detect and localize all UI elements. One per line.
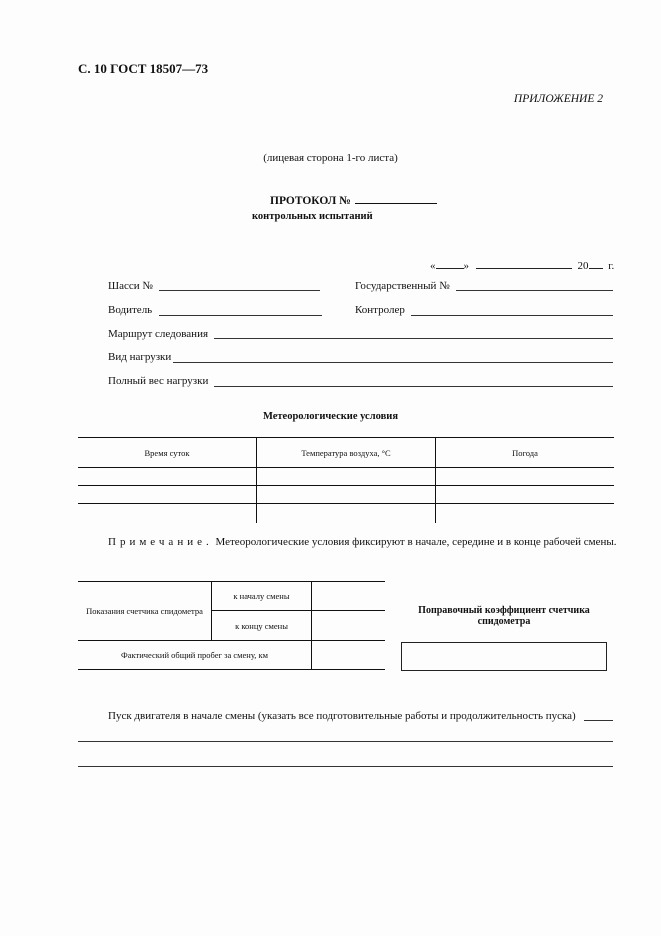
route-field[interactable]: [214, 338, 613, 339]
odometer-actual-value[interactable]: [312, 641, 386, 670]
meteo-row: [78, 504, 614, 523]
meteo-col-temp: Температура воздуха, °С: [257, 438, 436, 468]
note: [108, 536, 617, 548]
protocol-subtitle: контрольных испытаний: [252, 211, 373, 222]
appendix-label: ПРИЛОЖЕНИЕ 2: [513, 93, 603, 105]
meteo-row: [78, 486, 614, 504]
full-weight-field[interactable]: [214, 386, 613, 387]
meteo-col-time: Время суток: [78, 438, 257, 468]
year-prefix: 20: [577, 260, 589, 272]
meteo-cell[interactable]: [257, 468, 436, 486]
odometer-label: Показания счетчика спидометра: [78, 582, 212, 641]
meteo-cell[interactable]: [436, 504, 615, 523]
protocol-number-field[interactable]: [355, 194, 437, 204]
driver-field[interactable]: [159, 315, 322, 316]
full-weight-label: Полный вес нагрузки: [108, 375, 209, 387]
meteo-cell[interactable]: [78, 504, 257, 523]
odometer-start-label: к началу смены: [212, 582, 312, 611]
engine-start-label: Пуск двигателя в начале смены (указать все подготовительные работы и продолжительность пуска): [108, 710, 576, 722]
note-label: Примечание.: [108, 536, 213, 548]
meteo-cell[interactable]: [257, 486, 436, 504]
driver-label: Водитель: [108, 304, 153, 316]
correction-value-box[interactable]: [401, 642, 607, 671]
meteo-cell[interactable]: [78, 486, 257, 504]
meteo-header-row: [78, 438, 614, 468]
protocol-title-text: ПРОТОКОЛ №: [270, 195, 351, 207]
meteo-title: Метеорологические условия: [262, 411, 399, 422]
route-label: Маршрут следования: [108, 328, 209, 340]
meteo-col-weather: Погода: [436, 438, 615, 468]
controller-label: Контролер: [355, 304, 405, 316]
reg-number-field[interactable]: [456, 290, 613, 291]
month-field[interactable]: [476, 258, 572, 269]
odometer-row-actual: [78, 641, 385, 670]
protocol-title: [270, 194, 437, 207]
meteo-cell[interactable]: [257, 504, 436, 523]
odometer-start-value[interactable]: [312, 582, 386, 611]
cargo-type-label: Вид нагрузки: [108, 351, 172, 363]
meteo-cell[interactable]: [78, 468, 257, 486]
odometer-actual-label: Фактический общий пробег за смену, км: [78, 641, 312, 670]
note-text: Метеорологические условия фиксируют в начале, середине и в конце рабочей смены.: [215, 536, 617, 548]
odometer-row-start: [78, 582, 385, 611]
engine-start-line-1[interactable]: [78, 741, 613, 742]
meteo-table: [78, 437, 614, 523]
odometer-end-label: к концу смены: [212, 611, 312, 641]
meteo-row: [78, 468, 614, 486]
day-field[interactable]: [436, 258, 464, 269]
odometer-table: [78, 581, 385, 670]
engine-start-line-2[interactable]: [78, 766, 613, 767]
quote-close: »: [463, 260, 469, 272]
odometer-end-value[interactable]: [312, 611, 386, 641]
year-field[interactable]: [589, 258, 603, 269]
date-line: [430, 258, 614, 272]
chassis-field[interactable]: [159, 290, 320, 291]
quote-open: «: [430, 260, 436, 272]
meteo-cell[interactable]: [436, 486, 615, 504]
reg-number-label: Государственный №: [355, 280, 450, 292]
controller-field[interactable]: [411, 315, 613, 316]
engine-start-field[interactable]: [584, 720, 613, 721]
correction-title: Поправочный коэффициент счетчика спидометра: [418, 605, 590, 627]
cargo-type-field[interactable]: [173, 362, 613, 363]
page-reference: С. 10 ГОСТ 18507—73: [78, 61, 209, 76]
meteo-cell[interactable]: [436, 468, 615, 486]
year-suffix: г.: [608, 260, 615, 272]
chassis-label: Шасси №: [108, 280, 153, 292]
side-note: (лицевая сторона 1-го листа): [263, 152, 398, 164]
